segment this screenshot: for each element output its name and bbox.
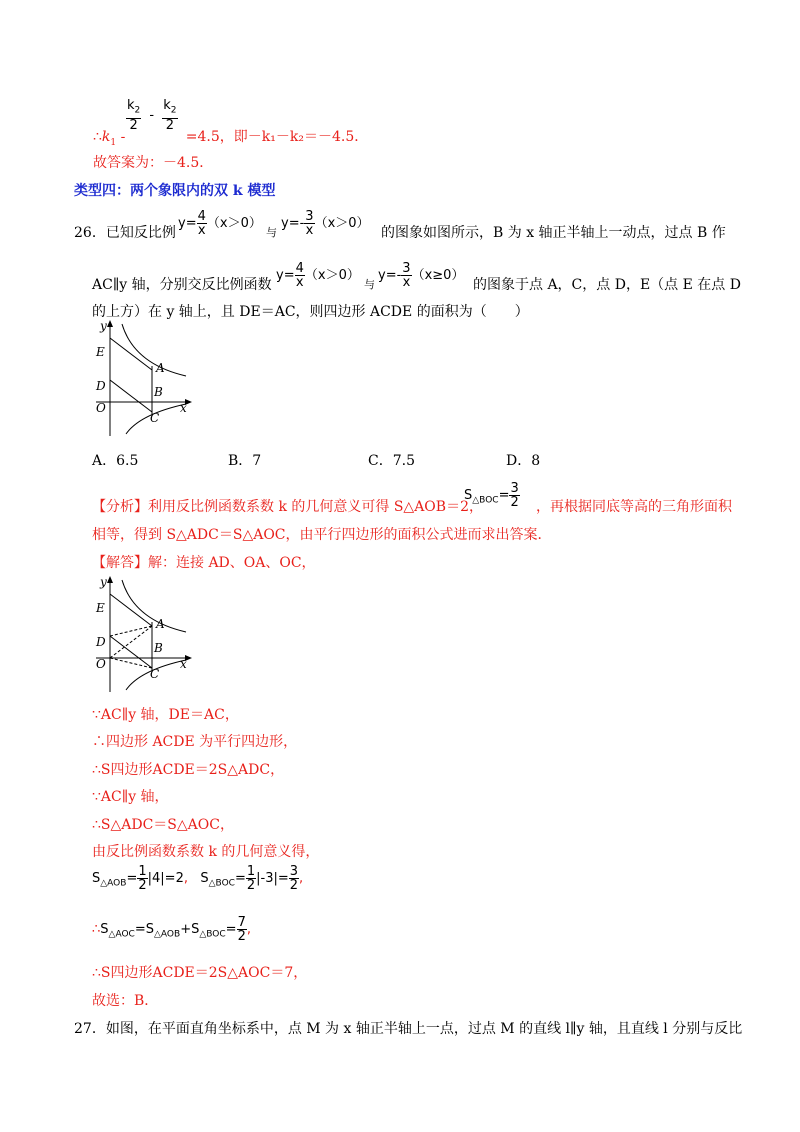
solution-line-6: 由反比例函数系数 k 的几何意义得， [92, 844, 320, 860]
q26-formula-4: y=- $\frac{3}{x}$ （x≥0） [378, 261, 465, 290]
solution-eq1: $S_{\triangle AOB}=$ $\frac{1}{2}$ |4|=2, $S_{\triangle BOC}=$ $\frac{1}{2}$ |-3|= $\frac{3}{2}$ , [92, 864, 304, 893]
solution-graph [88, 574, 198, 694]
graph2-label-E: E [96, 601, 105, 615]
analysis-line1: 【分析】利用反比例函数系数 k 的几何意义可得 S△AOB＝2， [92, 499, 483, 515]
top-solution-line: $\therefore k_1 - =4.5$，即－k₁－k₂＝－4.5． [93, 129, 369, 148]
analysis-line2: 相等，得到 S△ADC＝S△AOC，由平行四边形的面积公式进而求出答案． [92, 527, 552, 543]
graph2-label-x: x [180, 657, 187, 671]
graph-label-E: E [96, 345, 105, 359]
solution-line-1: ∵AC∥y 轴，DE＝AC， [92, 707, 239, 723]
graph2-label-D: D [96, 635, 106, 649]
analysis-sboc: $S_{\triangle BOC}=$ $\frac{3}{2}$ [464, 481, 519, 510]
graph-label-B: B [154, 385, 163, 399]
q26-formula-1: y= $\frac{4}{x}$ （x＞0） [178, 209, 262, 238]
option-d: D．8 [506, 453, 541, 469]
q26-formula-2: y=- $\frac{3}{x}$ （x＞0） [281, 209, 370, 238]
graph-label-D: D [96, 379, 106, 393]
q26-and-2: 与 [364, 278, 375, 291]
q26-formula-3: y= $\frac{4}{x}$ （x＞0） [276, 261, 360, 290]
graph-label-y: y [100, 319, 107, 333]
graph2-label-B: B [154, 641, 163, 655]
q26-line1-rest: 的图象如图所示，B 为 x 轴正半轴上一动点，过点 B 作 [381, 225, 726, 241]
q26-line2: AC∥y 轴，分别交反比例函数 [92, 277, 272, 293]
q26-line1: 26．已知反比例 [74, 225, 176, 241]
option-b: B．7 [228, 453, 262, 469]
graph2-label-y: y [100, 575, 107, 589]
solution-line-3: ∴S四边形ACDE＝2S△ADC， [92, 762, 285, 778]
top-answer: 故答案为：－4.5． [93, 155, 214, 171]
solution-eq2: $\therefore S_{\triangle AOC}=S_{\triangle AOB}+S_{\triangle BOC}=$ $\frac{7}{2}$ , [92, 915, 251, 944]
solution-line-2: ∴四边形 ACDE 为平行四边形， [92, 734, 298, 750]
graph2-label-C: C [150, 667, 160, 681]
graph-label-C: C [150, 411, 160, 425]
section-heading: 类型四：两个象限内的双 k 模型 [74, 183, 276, 199]
q26-and-1: 与 [266, 226, 277, 239]
graph2-label-A: A [156, 617, 165, 631]
graph-label-A: A [156, 361, 165, 375]
option-a: A．6.5 [92, 453, 139, 469]
option-c: C．7.5 [368, 453, 415, 469]
graph-label-x: x [180, 401, 187, 415]
solution-intro: 【解答】解：连接 AD、OA、OC， [92, 555, 316, 571]
analysis-line1-rest: ，再根据同底等高的三角形面积 [536, 499, 732, 515]
q26-graph [88, 318, 198, 438]
graph-label-O: O [96, 401, 106, 415]
solution-final: ∴S四边形ACDE＝2S△AOC＝7， [92, 965, 308, 981]
top-fraction-image: $\frac{k_2}{2}$ - $\frac{k_2}{2}$ [127, 98, 177, 133]
q27-text: 27．如图，在平面直角坐标系中，点 M 为 x 轴正半轴上一点，过点 M 的直线 l∥y 轴，且直线 l 分别与反比 [74, 1021, 743, 1037]
solution-line-5: ∴S△ADC＝S△AOC， [92, 817, 234, 833]
graph2-label-O: O [96, 657, 106, 671]
q26-line2-rest: 的图象于点 A，C，点 D，E（点 E 在点 D [473, 277, 741, 293]
solution-choice: 故选：B． [92, 993, 159, 1009]
solution-line-4: ∵AC∥y 轴， [92, 789, 169, 805]
q26-line3: 的上方）在 y 轴上，且 DE＝AC，则四边形 ACDE 的面积为（ ） [92, 304, 529, 320]
